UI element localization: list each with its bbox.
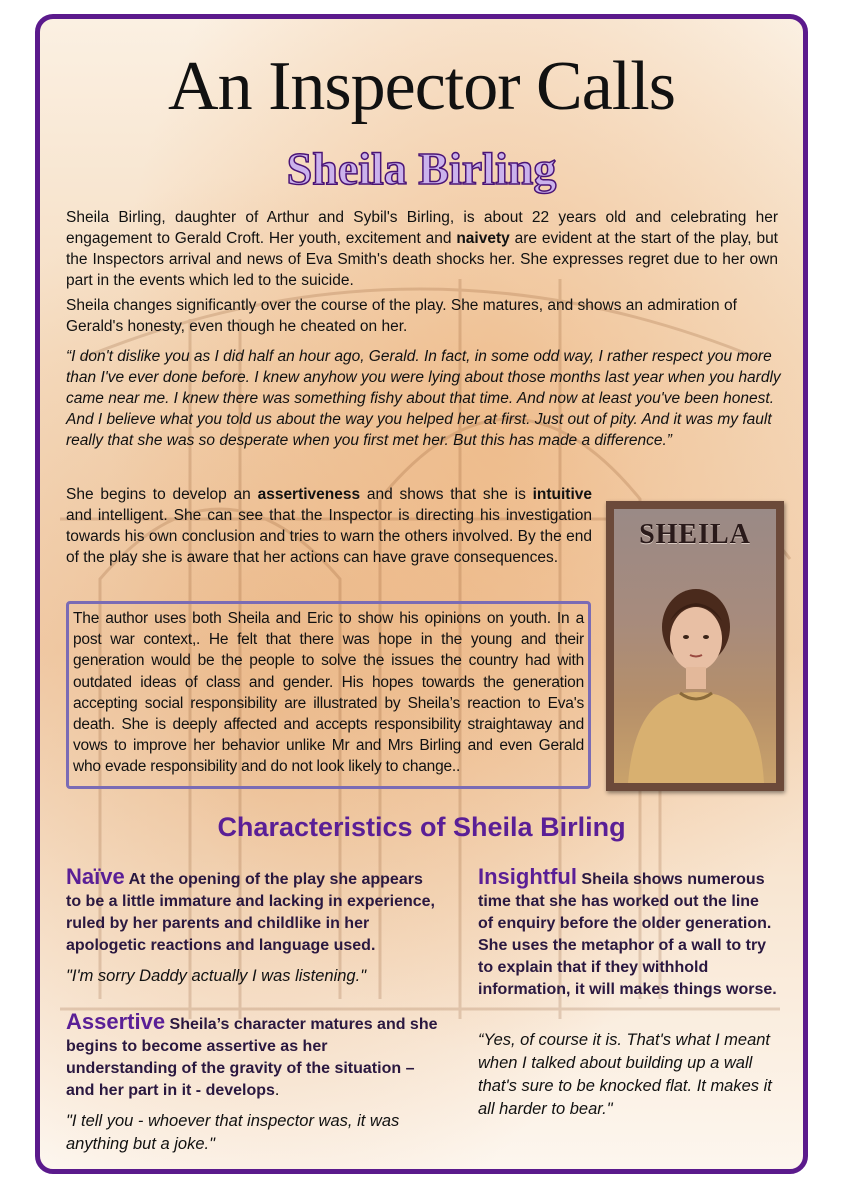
naive-term: Naïve bbox=[66, 864, 125, 889]
assertive-description: Sheila’s character matures and she begins to become assertive as her understanding of the gravity of the situation – and her part in it - develops bbox=[66, 1016, 438, 1099]
naive-description: At the opening of the play she appears to be a little immature and lacking in experience, ruled by her parents and childlike in her apologetic reactions and language used. bbox=[66, 871, 435, 954]
assertiveness-paragraph: She begins to develop an assertiveness and shows that she is intuitive and intelligent. She can see that the Inspector is directing his investigation towards his own conclusion and tries to warn the others involved. By the end of the play she is aware that her actions can have grave consequences. bbox=[66, 486, 593, 566]
insightful-quote: “Yes, of course it is. That's what I meant when I talked about building up a wall that's sure to be knocked flat. It makes it all harder to bear." bbox=[478, 1031, 772, 1118]
portrait-label: SHEILA bbox=[639, 519, 751, 550]
assertive-quote: "I tell you - whoever that inspector was, it was anything but a joke." bbox=[66, 1112, 400, 1153]
insightful-section bbox=[478, 864, 778, 1121]
sheila-portrait bbox=[606, 501, 784, 791]
change-paragraph: Sheila changes significantly over the course of the play. She matures, and shows an admiration of Gerald's honesty, even though he cheated on her. bbox=[66, 297, 737, 335]
intro-paragraph: Sheila Birling, daughter of Arthur and Sybil's Birling, is about 22 years old and celebrating her engagement to Gerald Croft. Her youth, excitement and naivety are evident at the start of the play, but the Inspectors arrival and news of Eva Smith's death shocks her. She expresses regret due to her own part in the events which led to the suicide. bbox=[66, 209, 778, 289]
character-subtitle: Sheila Birling bbox=[286, 143, 557, 194]
assertive-term: Assertive bbox=[66, 1009, 166, 1034]
naivety-keyword: naivety bbox=[456, 230, 510, 247]
gerald-quote: “I don't dislike you as I did half an hour ago, Gerald. In fact, in some odd way, I rather respect you more than I've ever done before. I knew anyhow you were lying about those months last year when you hardly came near me. I knew there was something fishy about that time. And now at least you've been honest. And I believe what you told us about the way you helped her at first. Just out of pity. And it was my fault really that she was so desperate when you first met her. But this has made a difference.” bbox=[66, 348, 781, 449]
insightful-term: Insightful bbox=[478, 864, 577, 889]
poster-frame bbox=[35, 14, 808, 1174]
characteristics-heading: Characteristics of Sheila Birling bbox=[217, 812, 626, 842]
page-title: An Inspector Calls bbox=[168, 48, 675, 125]
portrait-painting bbox=[614, 509, 776, 783]
naive-section bbox=[66, 864, 441, 988]
assertive-section: Assertive Sheila’s character matures and she begins to become assertive as her understanding of the gravity of the situation – and her part in it - develops. "I tell you - whoever that inspector was, it was anything but a joke." bbox=[66, 1009, 441, 1156]
naive-quote: "I'm sorry Daddy actually I was listening." bbox=[66, 967, 367, 985]
insightful-description: Sheila shows numerous time that she has worked out the line of enquiry before the older generation. She uses the metaphor of a wall to try to explain that if they withhold information, it will makes things worse. bbox=[478, 871, 777, 998]
woman-figure-illustration bbox=[614, 509, 776, 783]
author-context-box: The author uses both Sheila and Eric to show his opinions on youth. In a post war context,. He felt that there was hope in the young and their generation would be the people to solve the issues the country had with outdated ideas of class and gender. His hopes towards the generation accepting social responsibility are illustrated by Sheila’s reaction to Eva's death. She is deeply affected and accepts responsibility straightaway and vows to improve her behavior unlike Mr and Mrs Birling and even Gerald who evade responsibility and do not look likely to change.. bbox=[66, 601, 591, 789]
